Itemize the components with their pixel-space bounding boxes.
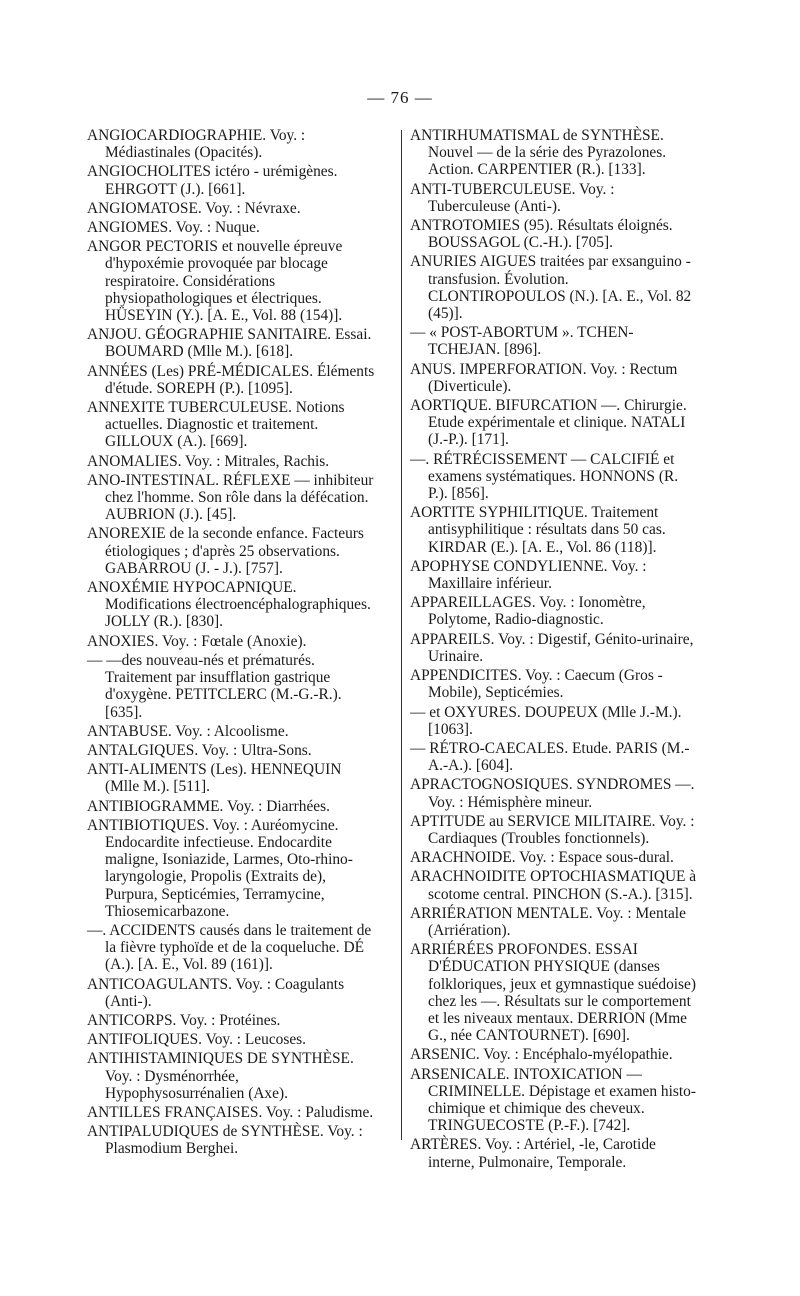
index-entry: ANTICOAGULANTS. Voy. : Coagulants (Anti-). — [87, 975, 345, 1010]
index-entry: APPAREILS. Voy. : Digestif, Génito-urinaire, Urinaire. — [410, 630, 694, 665]
index-entry: ANTIPALUDIQUES de SYNTHÈSE. Voy. : Plasmodium Berghei. — [87, 1123, 363, 1158]
index-entry: — —des nouveau-nés et prématurés. Traitement par insufflation gastrique d'oxygène. PETITCLERC (M.-G.-R.). [635]. — [87, 651, 342, 721]
index-entry: ANTABUSE. Voy. : Alcoolisme. — [87, 722, 289, 740]
index-entry: ANGIOMATOSE. Voy. : Névraxe. — [87, 199, 301, 217]
index-entry: APTITUDE au SERVICE MILITAIRE. Voy. : Cardiaques (Troubles fonctionnels). — [410, 812, 695, 847]
index-entry: APRACTOGNOSIQUES. SYNDROMES —. Voy. : Hémisphère mineur. — [410, 776, 695, 811]
index-entry: ANUS. IMPERFORATION. Voy. : Rectum (Diverticule). — [410, 360, 678, 395]
index-entry: APOPHYSE CONDYLIENNE. Voy. : Maxillaire inférieur. — [410, 557, 647, 593]
index-entry: ANTIRHUMATISMAL de SYNTHÈSE. Nouvel — de la série des Pyrazolones. Action. CARPENTIER (R.). [133]. — [410, 127, 667, 179]
index-entry: ANTIFOLIQUES. Voy. : Leucoses. — [87, 1031, 307, 1049]
index-entry: ARRIÉRATION MENTALE. Voy. : Mentale (Arriération). — [410, 904, 686, 939]
index-entry: —. RÉTRÉCISSEMENT — CALCIFIÉ et examens systématiques. HONNONS (R. P.). [856]. — [410, 450, 679, 503]
index-entry: ANJOU. GÉOGRAPHIE SANITAIRE. Essai. BOUMARD (Mlle M.). [618]. — [87, 326, 372, 361]
index-entry: ARTÈRES. Voy. : Artériel, -le, Carotide interne, Pulmonaire, Temporale. — [410, 1136, 656, 1171]
index-entry: — et OXYURES. DOUPEUX (Mlle J.-M.). [1063]. — [410, 703, 682, 738]
index-entry: ARRIÉRÉES PROFONDES. ESSAI D'ÉDUCATION PHYSIQUE (danses folkloriques, jeux et gymnastique suédoise) chez les —. Résultats sur le comportement et les niveaux mentaux. DERRION (Mme G., née CANTOURNET). [690]. — [410, 941, 696, 1045]
index-entry: ANTI-TUBERCULEUSE. Voy. : Tuberculeuse (Anti-). — [410, 180, 615, 215]
index-entry: — « POST-ABORTUM ». TCHEN-TCHEJAN. [896]. — [410, 324, 634, 359]
index-entry: ANNEXITE TUBERCULEUSE. Notions actuelles. Diagnostic et traitement. GILLOUX (A.). [669]. — [87, 399, 345, 451]
index-entry: ANTILLES FRANÇAISES. Voy. : Paludisme. — [87, 1103, 374, 1121]
index-column-right — [410, 127, 700, 1173]
index-entry: APPAREILLAGES. Voy. : Ionomètre, Polytome, Radio-diagnostic. — [410, 594, 646, 629]
index-entry: ANOREXIE de la seconde enfance. Facteurs étiologiques ; d'après 25 observations. GABARROU (J. - J.). [757]. — [87, 525, 364, 577]
index-entry: APPENDICITES. Voy. : Caecum (Gros - Mobile), Septicémies. — [410, 667, 663, 702]
page-number: — 76 — — [367, 88, 433, 107]
index-entry: ARACHNOIDITE OPTOCHIASMATIQUE à scotome central. PINCHON (S.-A.). [315]. — [410, 868, 697, 903]
index-entry: ANURIES AIGUES traitées par exsanguino - transfusion. Évolution. CLONTIROPOULOS (N.). [A. E., Vol. 82 (45)]. — [410, 253, 692, 323]
index-entry: ANNÉES (Les) PRÉ-MÉDICALES. Éléments d'étude. SOREPH (P.). [1095]. — [87, 362, 375, 397]
index-entry: ANTALGIQUES. Voy. : Ultra-Sons. — [87, 741, 312, 759]
index-entry: ANTIBIOGRAMME. Voy. : Diarrhées. — [87, 797, 330, 815]
column-divider — [401, 130, 402, 1140]
index-entry: ANGIOMES. Voy. : Nuque. — [87, 219, 260, 237]
index-entry: ANTIBIOTIQUES. Voy. : Auréomycine. Endocardite infectieuse. Endocardite maligne, Isoniazide, Larmes, Oto-rhino-laryngologie, Propolis (Extraits de), Purpura, Septicémies, Terramycine, Thiosemicarbazone. — [87, 816, 353, 920]
index-entry: AORTIQUE. BIFURCATION —. Chirurgie. Etude expérimentale et clinique. NATALI (J.-P.). [171]. — [410, 397, 687, 449]
index-entry: ANGOR PECTORIS et nouvelle épreuve d'hypoxémie provoquée par blocage respiratoire. Considérations physiopathologiques et électriques. HÜSEYIN (Y.). [A. E., Vol. 88 (154)]. — [87, 238, 343, 325]
index-entry: ANGIOCARDIOGRAPHIE. Voy. : Médiastinales (Opacités). — [87, 127, 306, 162]
index-entry: ARACHNOIDE. Voy. : Espace sous-dural. — [410, 849, 674, 867]
index-entry: ANO-INTESTINAL. RÉFLEXE — inhibiteur chez l'homme. Son rôle dans la défécation. AUBRION (J.). [45]. — [87, 471, 374, 524]
index-entry: — RÉTRO-CAECALES. Etude. PARIS (M.-A.-A.). [604]. — [410, 739, 690, 775]
index-entry: ANOXIES. Voy. : Fœtale (Anoxie). — [87, 632, 307, 650]
index-entry: AORTITE SYPHILITIQUE. Traitement antisyphilitique : résultats dans 50 cas. KIRDAR (E.). [A. E., Vol. 86 (118)]. — [410, 504, 666, 556]
index-entry: ARSENICALE. INTOXICATION — CRIMINELLE. Dépistage et examen histo-chimique et chimique des cheveux. TRINGUECOSTE (P.-F.). [742]. — [410, 1065, 696, 1135]
index-entry: ANTIHISTAMINIQUES DE SYNTHÈSE. Voy. : Dysménorrhée, Hypophysosurrénalien (Axe). — [87, 1050, 354, 1102]
index-entry: ANTI-ALIMENTS (Les). HENNEQUIN (Mlle M.). [511]. — [87, 761, 342, 796]
index-entry: ANTROTOMIES (95). Résultats éloignés. BOUSSAGOL (C.-H.). [705]. — [410, 217, 673, 252]
index-entry: ANGIOCHOLITES ictéro - urémigènes. EHRGOTT (J.). [661]. — [87, 163, 338, 198]
index-entry: —. ACCIDENTS causés dans le traitement de la fièvre typhoïde et de la coqueluche. DÉ (A.). [A. E., Vol. 89 (161)]. — [87, 921, 372, 974]
index-entry: ANTICORPS. Voy. : Protéines. — [87, 1011, 281, 1029]
index-entry: ARSENIC. Voy. : Encéphalo-myélopathie. — [410, 1046, 673, 1064]
index-entry: ANOXÉMIE HYPOCAPNIQUE. Modifications électroencéphalographiques. JOLLY (R.). [830]. — [87, 579, 371, 631]
index-entry: ANOMALIES. Voy. : Mitrales, Rachis. — [87, 452, 330, 470]
index-column-left — [87, 127, 377, 1160]
